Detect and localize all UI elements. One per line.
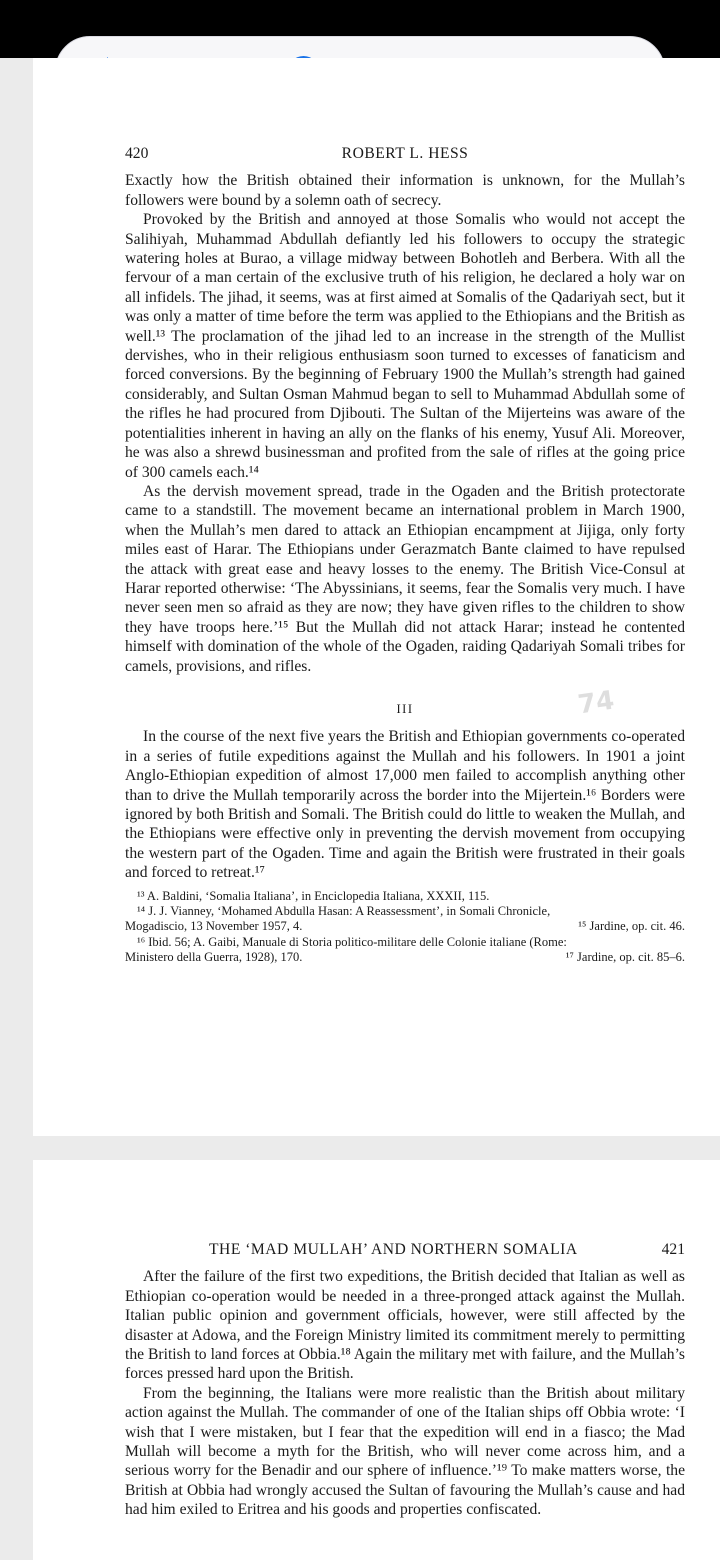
footnote-row [125, 950, 685, 965]
paragraph: As the dervish movement spread, trade in the Ogaden and the British protectorate came to a standstill. The movement became an international problem in March 1900, when the Mullah’s men dared to attack an Ethiopian encampment at Jijiga, only forty miles east of Harar. The Ethiopians under Gerazmatch Bante claimed to have repulsed the attack with great ease and heavy losses to the enemy. The British Vice-Consul at Harar reported otherwise: ‘The Abyssinians, it seems, fear the Somalis very much. I have never seen men so afraid as they are now; they have given rifles to the children to show they have troops here.’¹⁵ But the Mullah did not attack Harar; instead he contented himself with domination of the whole of the Ogaden, raiding Qadariyah Somali tribes for camels, provisions, and rifles. [125, 482, 685, 675]
page-text-column [125, 144, 685, 966]
section-heading: III [396, 701, 414, 716]
paragraph: Provoked by the British and annoyed at those Somalis who would not accept the Salihiyah, Muhammad Abdullah defiantly led his followers to occupy the strategic watering holes at Burao, a village midway between Bohotleh and Berbera. With all the fervour of a man certain of the exclusive truth of his religion, he declared a holy war on all infidels. The jihad, it seems, was at first aimed at Somalis of the Qadariyah sect, but it was only a matter of time before the term was applied to the Ethiopians and the British as well.¹³ The proclamation of the jihad led to an increase in the strength of the Mullist dervishes, who in their religious enthusiasm soon turned to excesses of fanaticism and forced conversions. By the beginning of February 1900 the Mullah’s strength had gained considerably, and Sultan Osman Mahmud began to sell to Muhammad Abdullah some of the rifles he had procured from Djibouti. The Sultan of the Mijerteins was aware of the potentialities inherent in having an ally on the flanks of his enemy, Yusuf Ali. Moreover, he was also a shrewd businessman and profited from the sale of rifles at the going price of 300 camels each.¹⁴ [125, 211, 685, 481]
footnote-row [125, 919, 685, 934]
footnotes [125, 889, 685, 966]
watermark: 74 [576, 685, 617, 721]
footnote-14-continued: Mogadiscio, 13 November 1957, 4. [125, 919, 303, 934]
running-header [125, 144, 685, 163]
document-page-420 [33, 58, 720, 1136]
paragraph: From the beginning, the Italians were more realistic than the British about military action against the Mullah. The commander of one of the Italian ships off Obbia wrote: ‘I wish that I were mistaken, but I fear that the expedition will end in a fiasco; the Mad Mullah will become a myth for the British, who will never come across him, and a serious worry for the Benadir and our sphere of influence.’¹⁹ To make matters worse, the British at Obbia had wrongly accused the Sultan of favouring the Mullah’s cause and had had him exiled to Eritrea and his goods and properties confiscated. [125, 1384, 685, 1519]
paragraph: After the failure of the first two expeditions, the British decided that Italian as well as Ethiopian co-operation would be needed in a three-pronged attack against the Mullah. Italian public opinion and government officials, however, were still affected by the disaster at Adowa, and the Foreign Ministry limited its commitment merely to permitting the British to land forces at Obbia.¹⁸ Again the military met with failure, and the Mullah’s forces pressed hard upon the British. [125, 1268, 685, 1383]
document-page-421 [33, 1160, 720, 1560]
running-head: THE ‘MAD MULLAH’ AND NORTHERN SOMALIA [209, 1241, 578, 1258]
paragraph: In the course of the next five years the British and Ethiopian governments co-operated in a series of futile expeditions against the Mullah and his followers. In 1901 a joint Anglo-Ethiopian expedition of almost 17,000 men failed to accomplish anything other than to drive the Mullah temporarily across the border into the Mijertein.¹⁶ Borders were ignored by both British and Somali. The British could do little to weaken the Mullah, and the Ethiopians were effective only in preventing the dervish movement from occupying the western part of the Ogaden. Time and again the British were frustrated in their goals and forced to retreat.¹⁷ [125, 728, 685, 882]
footnote-16-continued: Ministero della Guerra, 1928), 170. [125, 950, 303, 965]
page-number: 420 [125, 145, 149, 162]
running-header [125, 1240, 685, 1259]
page-text-column [125, 1240, 685, 1520]
footnote-14: ¹⁴ J. J. Vianney, ‘Mohamed Abdulla Hasan: A Reassessment’, in Somali Chronicle, [137, 904, 551, 919]
footnote-15: ¹⁵ Jardine, op. cit. 46. [578, 919, 685, 934]
page-number: 421 [661, 1241, 685, 1258]
footnote-17: ¹⁷ Jardine, op. cit. 85–6. [565, 950, 685, 965]
paragraph: Exactly how the British obtained their information is unknown, for the Mullah’s followers were bound by a solemn oath of secrecy. [125, 172, 685, 209]
running-head: ROBERT L. HESS [341, 145, 469, 162]
footnote-16: ¹⁶ Ibid. 56; A. Gaibi, Manuale di Storia politico-militare delle Colonie italiane (Rome: [137, 934, 567, 949]
footnote-13: ¹³ A. Baldini, ‘Somalia Italiana’, in Enciclopedia Italiana, XXXII, 115. [137, 888, 490, 903]
